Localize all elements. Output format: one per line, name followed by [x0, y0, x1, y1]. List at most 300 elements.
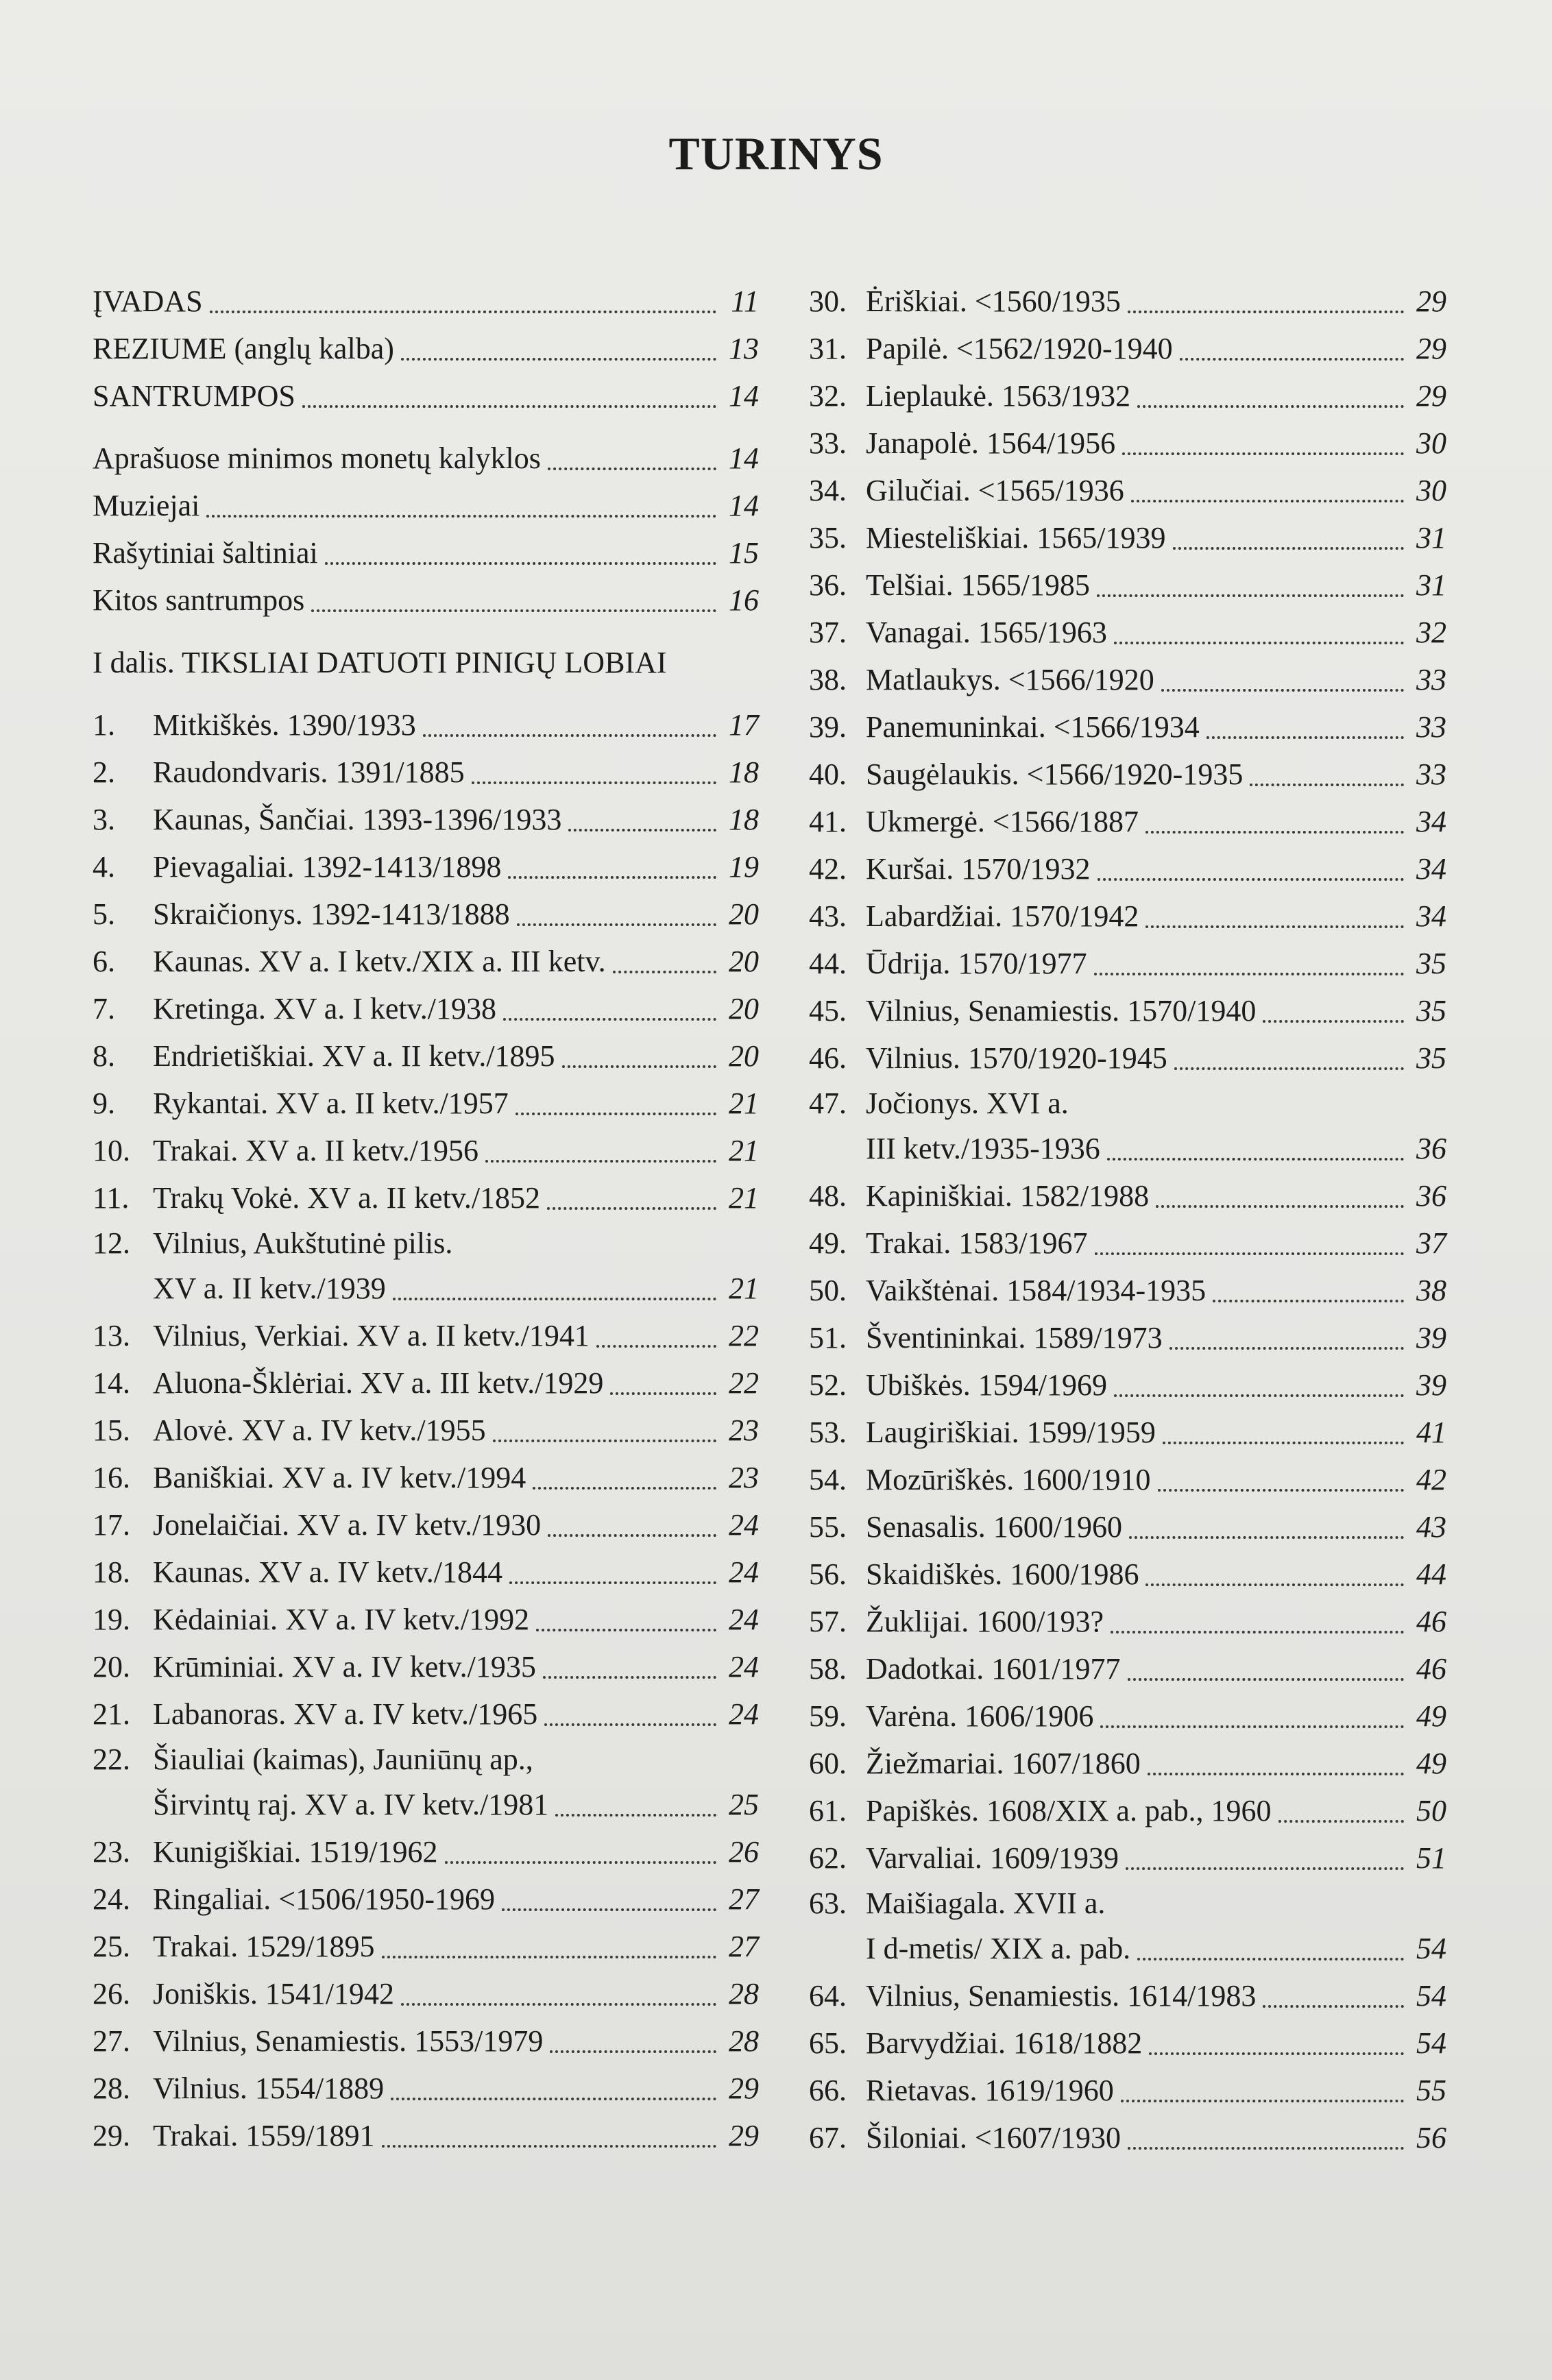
dot-leader — [302, 405, 716, 408]
toc-entry-title: Miesteliškiai. 1565/1939 — [866, 521, 1166, 555]
toc-entry — [93, 980, 759, 1028]
toc-entry-page: 30 — [1416, 474, 1446, 508]
toc-entry-title: Kėdainiai. XV a. IV ketv./1992 — [153, 1603, 530, 1637]
dot-leader — [1161, 689, 1404, 692]
toc-entry — [93, 744, 759, 791]
toc-entry — [809, 1215, 1446, 1262]
toc-entry-title: Muziejai — [93, 489, 200, 523]
toc-entry-page: 21 — [729, 1272, 759, 1306]
toc-entry — [809, 1546, 1446, 1593]
toc-entry-page: 21 — [729, 1181, 759, 1215]
toc-entry — [809, 1077, 1446, 1122]
toc-entry — [93, 1544, 759, 1591]
dot-leader — [210, 311, 716, 313]
page-title: TURINYS — [668, 127, 884, 180]
toc-entry-number: 38. — [809, 663, 847, 697]
dot-leader — [493, 1440, 716, 1442]
toc-entry — [93, 320, 759, 367]
toc-entry — [809, 1167, 1446, 1215]
toc-entry-number: 52. — [809, 1368, 847, 1402]
toc-entry-number: 12. — [93, 1226, 130, 1261]
toc-entry-number: 32. — [809, 379, 847, 413]
toc-entry-number: 19. — [93, 1603, 130, 1637]
dot-leader — [536, 1629, 716, 1631]
toc-entry — [809, 2015, 1446, 2062]
toc-entry-title: Vilnius, Verkiai. XV a. II ketv./1941 — [153, 1319, 590, 1353]
toc-entry-number: 67. — [809, 2121, 847, 2155]
toc-entry-page: 22 — [729, 1366, 759, 1400]
toc-entry-title: Jočionys. XVI a. — [866, 1086, 1069, 1121]
toc-entry-title: Mozūriškės. 1600/1910 — [866, 1463, 1151, 1497]
toc-entry-number: 65. — [809, 2026, 847, 2061]
toc-entry — [93, 696, 759, 744]
toc-entry — [809, 1782, 1446, 1830]
toc-entry-title: Janapolė. 1564/1956 — [866, 426, 1116, 461]
dot-leader — [382, 2145, 717, 2148]
dot-leader — [517, 923, 716, 926]
toc-entry-title: ĮVADAS — [93, 284, 203, 319]
dot-leader — [1250, 784, 1404, 786]
toc-entry — [93, 2060, 759, 2107]
toc-entry-title: Ukmergė. <1566/1887 — [866, 805, 1139, 839]
toc-entry-number: 7. — [93, 992, 115, 1026]
toc-entry-page: 11 — [731, 284, 759, 319]
toc-entry-title: Saugėlaukis. <1566/1920-1935 — [866, 757, 1244, 792]
dot-leader — [502, 1908, 716, 1911]
toc-entry-number: 51. — [809, 1321, 847, 1355]
dot-leader — [547, 1207, 716, 1210]
toc-entry-page: 34 — [1416, 852, 1446, 886]
toc-entry-number: 13. — [93, 1319, 130, 1353]
toc-entry-number: 37. — [809, 616, 847, 650]
toc-entry-number: 57. — [809, 1605, 847, 1639]
dot-leader — [1137, 1958, 1404, 1960]
toc-entry-page: 41 — [1416, 1416, 1446, 1450]
toc-entry-title: Kapiniškiai. 1582/1988 — [866, 1179, 1150, 1213]
toc-entry-page: 21 — [729, 1086, 759, 1121]
toc-entry-title: Vilnius. 1570/1920-1945 — [866, 1041, 1167, 1076]
toc-entry-title: Gilučiai. <1565/1936 — [866, 474, 1124, 508]
toc-entry — [93, 634, 759, 681]
toc-entry-number: 23. — [93, 1835, 130, 1869]
dot-leader — [1149, 2052, 1404, 2055]
toc-entry — [93, 1686, 759, 1733]
toc-entry — [93, 1871, 759, 1918]
toc-entry — [809, 1451, 1446, 1498]
toc-entry-page: 22 — [729, 1319, 759, 1353]
toc-entry-title: Žiežmariai. 1607/1860 — [866, 1747, 1141, 1781]
toc-entry-number: 21. — [93, 1697, 130, 1732]
toc-entry-page: 24 — [729, 1603, 759, 1637]
toc-entry-title: Širvintų raj. XV a. IV ketv./1981 — [153, 1788, 549, 1822]
dot-leader — [1145, 831, 1404, 834]
toc-entry-page: 33 — [1416, 757, 1446, 792]
toc-entry — [93, 1122, 759, 1169]
toc-entry-title: Labardžiai. 1570/1942 — [866, 899, 1139, 934]
toc-entry-page: 29 — [729, 2072, 759, 2106]
toc-entry — [809, 509, 1446, 557]
toc-entry-page: 14 — [729, 441, 759, 476]
dot-leader — [1137, 405, 1404, 408]
toc-entry — [809, 415, 1446, 462]
toc-entry — [93, 1217, 759, 1262]
dot-leader — [1128, 1678, 1404, 1681]
dot-leader — [382, 1956, 717, 1958]
dot-leader — [325, 562, 716, 565]
toc-entry-number: 27. — [93, 2024, 130, 2059]
toc-entry — [93, 1496, 759, 1544]
toc-entry — [809, 1262, 1446, 1309]
toc-entry-number: 8. — [93, 1039, 115, 1073]
dot-leader — [445, 1861, 716, 1864]
dot-leader — [1145, 1583, 1404, 1586]
toc-entry-title: REZIUME (anglų kalba) — [93, 332, 394, 366]
toc-entry — [809, 462, 1446, 509]
toc-entry-page: 56 — [1416, 2121, 1446, 2155]
toc-entry-title: Alovė. XV a. IV ketv./1955 — [153, 1413, 486, 1448]
dot-leader — [1111, 1631, 1404, 1634]
dot-leader — [1158, 1489, 1404, 1492]
dot-leader — [1098, 878, 1404, 881]
toc-entry-title: Aluona-Šklėriai. XV a. III ketv./1929 — [153, 1366, 604, 1400]
toc-entry-title: Šventininkai. 1589/1973 — [866, 1321, 1163, 1355]
toc-entry — [809, 982, 1446, 1030]
toc-entry-title: III ketv./1935-1936 — [866, 1132, 1100, 1166]
dot-leader — [1163, 1442, 1404, 1444]
toc-entry — [93, 933, 759, 980]
toc-entry-title: Varvaliai. 1609/1939 — [866, 1841, 1119, 1875]
dot-leader — [1148, 1773, 1404, 1775]
toc-entry-title: Raudondvaris. 1391/1885 — [153, 755, 465, 790]
dot-leader — [1095, 1252, 1405, 1255]
toc-entry-number: 45. — [809, 994, 847, 1028]
dot-leader — [550, 2050, 716, 2053]
toc-entry-page: 49 — [1416, 1699, 1446, 1734]
dot-leader — [509, 1581, 716, 1584]
dot-leader — [1128, 311, 1404, 313]
toc-entry-number: 15. — [93, 1413, 130, 1448]
toc-entry — [809, 1030, 1446, 1077]
toc-entry-number: 31. — [809, 332, 847, 366]
toc-entry-page: 13 — [729, 332, 759, 366]
dot-leader — [206, 515, 716, 518]
dot-leader — [1131, 500, 1404, 502]
toc-entry-title: Dadotkai. 1601/1977 — [866, 1652, 1121, 1686]
dot-leader — [1114, 1394, 1404, 1397]
toc-entry — [809, 1735, 1446, 1782]
toc-entry-page: 37 — [1416, 1226, 1446, 1261]
toc-entry — [93, 273, 759, 320]
toc-entry-page: 35 — [1416, 1041, 1446, 1076]
toc-entry-title: Endrietiškiai. XV a. II ketv./1895 — [153, 1039, 555, 1073]
toc-entry-page: 18 — [729, 803, 759, 837]
toc-entry-title: Papilė. <1562/1920-1940 — [866, 332, 1173, 366]
toc-entry — [809, 273, 1446, 320]
toc-entry-title: Laugiriškiai. 1599/1959 — [866, 1416, 1156, 1450]
toc-entry-title: Kaunas, Šančiai. 1393-1396/1933 — [153, 803, 562, 837]
toc-entry-title: Trakai. 1583/1967 — [866, 1226, 1088, 1261]
toc-entry-page: 43 — [1416, 1510, 1446, 1544]
toc-entry-title: Kuršai. 1570/1932 — [866, 852, 1091, 886]
toc-entry-page: 27 — [729, 1930, 759, 1964]
dot-leader — [1107, 1158, 1404, 1161]
toc-entry-title: Lieplaukė. 1563/1932 — [866, 379, 1131, 413]
toc-entry — [809, 1122, 1446, 1167]
toc-entry-number: 66. — [809, 2074, 847, 2108]
toc-entry-page: 46 — [1416, 1605, 1446, 1639]
toc-entry-title: Senasalis. 1600/1960 — [866, 1510, 1122, 1544]
toc-entry-page: 23 — [729, 1413, 759, 1448]
toc-entry-number: 14. — [93, 1366, 130, 1400]
toc-entry-page: 51 — [1416, 1841, 1446, 1875]
toc-entry — [809, 320, 1446, 367]
toc-entry-title: Kaunas. XV a. IV ketv./1844 — [153, 1555, 502, 1590]
toc-entry — [809, 2062, 1446, 2109]
toc-entry-number: 36. — [809, 568, 847, 603]
toc-entry-number: 25. — [93, 1930, 130, 1964]
toc-entry-page: 46 — [1416, 1652, 1446, 1686]
toc-entry-page: 54 — [1416, 1979, 1446, 2013]
toc-entry-number: 58. — [809, 1652, 847, 1686]
toc-entry-page: 18 — [729, 755, 759, 790]
toc-entry-number: 43. — [809, 899, 847, 934]
toc-entry-title: Vilnius, Senamiestis. 1570/1940 — [866, 994, 1257, 1028]
toc-entry-title: Aprašuose minimos monetų kalyklos — [93, 441, 541, 476]
toc-entry-title: Vilnius, Aukštutinė pilis. — [153, 1226, 453, 1261]
toc-entry-number: 3. — [93, 803, 115, 837]
toc-entry — [93, 1075, 759, 1122]
toc-entry-title: Baniškiai. XV a. IV ketv./1994 — [153, 1461, 526, 1495]
toc-entry-page: 54 — [1416, 2026, 1446, 2061]
toc-entry-number: 34. — [809, 474, 847, 508]
toc-entry-title: Skraičionys. 1392-1413/1888 — [153, 897, 510, 932]
toc-entry-number: 53. — [809, 1416, 847, 1450]
toc-entry-page: 35 — [1416, 994, 1446, 1028]
toc-entry-page: 24 — [729, 1697, 759, 1732]
dot-leader — [1126, 1867, 1404, 1870]
toc-entry-page: 55 — [1416, 2074, 1446, 2108]
toc-entry-page: 38 — [1416, 1274, 1446, 1308]
toc-entry-title: Ringaliai. <1506/1950-1969 — [153, 1882, 495, 1917]
dot-leader — [1100, 1725, 1404, 1728]
dot-leader — [613, 971, 716, 973]
toc-entry-title: Jonelaičiai. XV a. IV ketv./1930 — [153, 1508, 542, 1542]
toc-entry-title: Vilnius, Senamiestis. 1553/1979 — [153, 2024, 544, 2059]
toc-entry-title: XV a. II ketv./1939 — [153, 1272, 386, 1306]
dot-leader — [503, 1018, 716, 1021]
dot-leader — [1097, 594, 1404, 597]
toc-entry — [809, 935, 1446, 982]
toc-entry — [93, 886, 759, 933]
toc-entry-number: 60. — [809, 1747, 847, 1781]
toc-entry-number: 16. — [93, 1461, 130, 1495]
dot-leader — [1156, 1205, 1404, 1208]
toc-entry-page: 34 — [1416, 899, 1446, 934]
toc-entry-title: Žuklijai. 1600/193? — [866, 1605, 1104, 1639]
toc-entry-number: 30. — [809, 284, 847, 319]
dot-leader — [1114, 642, 1404, 644]
toc-entry-number: 1. — [93, 708, 115, 742]
dot-leader — [485, 1160, 716, 1163]
toc-entry — [93, 367, 759, 415]
dot-leader — [423, 734, 716, 737]
dot-leader — [1180, 358, 1404, 361]
toc-entry-title: Mitkiškės. 1390/1933 — [153, 708, 416, 742]
dot-leader — [568, 829, 716, 831]
toc-entry-page: 14 — [729, 489, 759, 523]
toc-entry-title: Papiškės. 1608/XIX a. pab., 1960 — [866, 1794, 1272, 1828]
toc-entry — [93, 1402, 759, 1449]
dot-leader — [1129, 1536, 1404, 1539]
toc-entry-title: Joniškis. 1541/1942 — [153, 1977, 395, 2011]
toc-entry-title: Trakai. 1529/1895 — [153, 1930, 375, 1964]
toc-entry-number: 10. — [93, 1134, 130, 1168]
toc-entry — [93, 1638, 759, 1686]
toc-entry-page: 27 — [729, 1882, 759, 1917]
toc-right-column — [809, 273, 1446, 2157]
toc-entry-page: 29 — [1416, 284, 1446, 319]
toc-entry-number: 44. — [809, 947, 847, 981]
toc-entry — [93, 477, 759, 524]
toc-entry-title: Vilnius, Senamiestis. 1614/1983 — [866, 1979, 1257, 2013]
toc-entry-title: Varėna. 1606/1906 — [866, 1699, 1094, 1734]
toc-entry-title: Trakai. 1559/1891 — [153, 2119, 375, 2153]
toc-entry — [809, 1640, 1446, 1688]
toc-entry-number: 29. — [93, 2119, 130, 2153]
toc-entry-page: 14 — [729, 379, 759, 413]
toc-entry — [809, 1922, 1446, 1967]
toc-entry-page: 26 — [729, 1835, 759, 1869]
toc-entry-number: 20. — [93, 1650, 130, 1684]
toc-entry-title: Vaikštėnai. 1584/1934-1935 — [866, 1274, 1207, 1308]
toc-entry-number: 26. — [93, 1977, 130, 2011]
toc-entry-page: 39 — [1416, 1368, 1446, 1402]
toc-entry-number: 40. — [809, 757, 847, 792]
toc-entry — [93, 838, 759, 886]
toc-entry-page: 29 — [1416, 332, 1446, 366]
toc-entry — [809, 746, 1446, 793]
toc-entry-number: 46. — [809, 1041, 847, 1076]
toc-entry-page: 39 — [1416, 1321, 1446, 1355]
toc-entry-title: Rykantai. XV a. II ketv./1957 — [153, 1086, 509, 1121]
toc-entry-page: 25 — [729, 1788, 759, 1822]
toc-entry-title: Vilnius. 1554/1889 — [153, 2072, 385, 2106]
toc-entry-number: 47. — [809, 1086, 847, 1121]
toc-entry-title: Panemuninkai. <1566/1934 — [866, 710, 1200, 744]
toc-entry — [809, 840, 1446, 888]
toc-entry-number: 64. — [809, 1979, 847, 2013]
toc-entry-number: 49. — [809, 1226, 847, 1261]
toc-entry — [93, 1169, 759, 1217]
toc-entry-title: Ubiškės. 1594/1969 — [866, 1368, 1107, 1402]
toc-entry-title: SANTRUMPOS — [93, 379, 295, 413]
toc-entry-page: 24 — [729, 1508, 759, 1542]
toc-entry-page: 54 — [1416, 1932, 1446, 1966]
dot-leader — [401, 358, 716, 361]
toc-entry-page: 49 — [1416, 1747, 1446, 1781]
toc-entry-title: Maišiagala. XVII a. — [866, 1886, 1106, 1921]
toc-entry-page: 23 — [729, 1461, 759, 1495]
toc-entry-title: Matlaukys. <1566/1920 — [866, 663, 1154, 697]
toc-entry — [809, 888, 1446, 935]
toc-entry-number: 17. — [93, 1508, 130, 1542]
toc-entry-title: Kitos santrumpos — [93, 583, 305, 618]
toc-entry-page: 21 — [729, 1134, 759, 1168]
toc-entry — [93, 1355, 759, 1402]
toc-entry-title: Kunigiškiai. 1519/1962 — [153, 1835, 438, 1869]
toc-entry-page: 50 — [1416, 1794, 1446, 1828]
toc-entry-number: 4. — [93, 850, 115, 884]
dot-leader — [1169, 1347, 1404, 1350]
toc-entry-page: 29 — [1416, 379, 1446, 413]
toc-entry-number: 2. — [93, 755, 115, 790]
toc-entry — [809, 2109, 1446, 2157]
toc-entry-title: Vanagai. 1565/1963 — [866, 616, 1107, 650]
toc-entry-number: 35. — [809, 521, 847, 555]
toc-entry-number: 11. — [93, 1181, 130, 1215]
toc-entry — [809, 1309, 1446, 1357]
toc-entry-number: 22. — [93, 1742, 130, 1777]
toc-entry-page: 36 — [1416, 1132, 1446, 1166]
toc-entry-number: 41. — [809, 805, 847, 839]
toc-entry — [809, 1498, 1446, 1546]
toc-entry — [809, 557, 1446, 604]
dot-leader — [1128, 2147, 1404, 2150]
toc-entry — [93, 1778, 759, 1823]
toc-entry-title: Trakų Vokė. XV a. II ketv./1852 — [153, 1181, 541, 1215]
toc-entry-page: 33 — [1416, 663, 1446, 697]
dot-leader — [311, 609, 716, 612]
toc-entry-page: 34 — [1416, 805, 1446, 839]
toc-entry-title: Rietavas. 1619/1960 — [866, 2074, 1114, 2108]
toc-entry — [809, 793, 1446, 840]
toc-entry-page: 19 — [729, 850, 759, 884]
dot-leader — [596, 1345, 716, 1348]
dot-leader — [1174, 1067, 1404, 1070]
toc-entry — [809, 1357, 1446, 1404]
toc-entry — [809, 651, 1446, 699]
toc-entry — [93, 524, 759, 572]
toc-entry-number: 24. — [93, 1882, 130, 1917]
toc-entry-title: I dalis. TIKSLIAI DATUOTI PINIGŲ LOBIAI — [93, 646, 667, 680]
toc-entry-page: 28 — [729, 2024, 759, 2059]
toc-entry-title: Šiloniai. <1607/1930 — [866, 2121, 1121, 2155]
dot-leader — [1121, 2100, 1404, 2102]
toc-entry-title: Šiauliai (kaimas), Jauniūnų ap., — [153, 1742, 533, 1777]
toc-entry-page: 24 — [729, 1650, 759, 1684]
toc-entry-page: 31 — [1416, 568, 1446, 603]
toc-entry — [809, 1967, 1446, 2015]
toc-entry-number: 55. — [809, 1510, 847, 1544]
dot-leader — [1094, 973, 1404, 975]
toc-entry-title: Trakai. XV a. II ketv./1956 — [153, 1134, 478, 1168]
toc-entry-number: 6. — [93, 945, 115, 979]
dot-leader — [393, 1298, 716, 1300]
toc-entry — [809, 699, 1446, 746]
toc-entry-title: Rašytiniai šaltiniai — [93, 536, 318, 570]
toc-entry — [809, 1830, 1446, 1877]
toc-entry — [93, 2107, 759, 2154]
toc-left-column — [93, 273, 759, 2154]
toc-entry-title: Ūdrija. 1570/1977 — [866, 947, 1087, 981]
toc-entry — [93, 1449, 759, 1496]
toc-entry-page: 24 — [729, 1555, 759, 1590]
toc-entry — [809, 1404, 1446, 1451]
toc-entry-number: 48. — [809, 1179, 847, 1213]
toc-entry — [809, 604, 1446, 651]
toc-entry-number: 18. — [93, 1555, 130, 1590]
toc-entry-number: 61. — [809, 1794, 847, 1828]
